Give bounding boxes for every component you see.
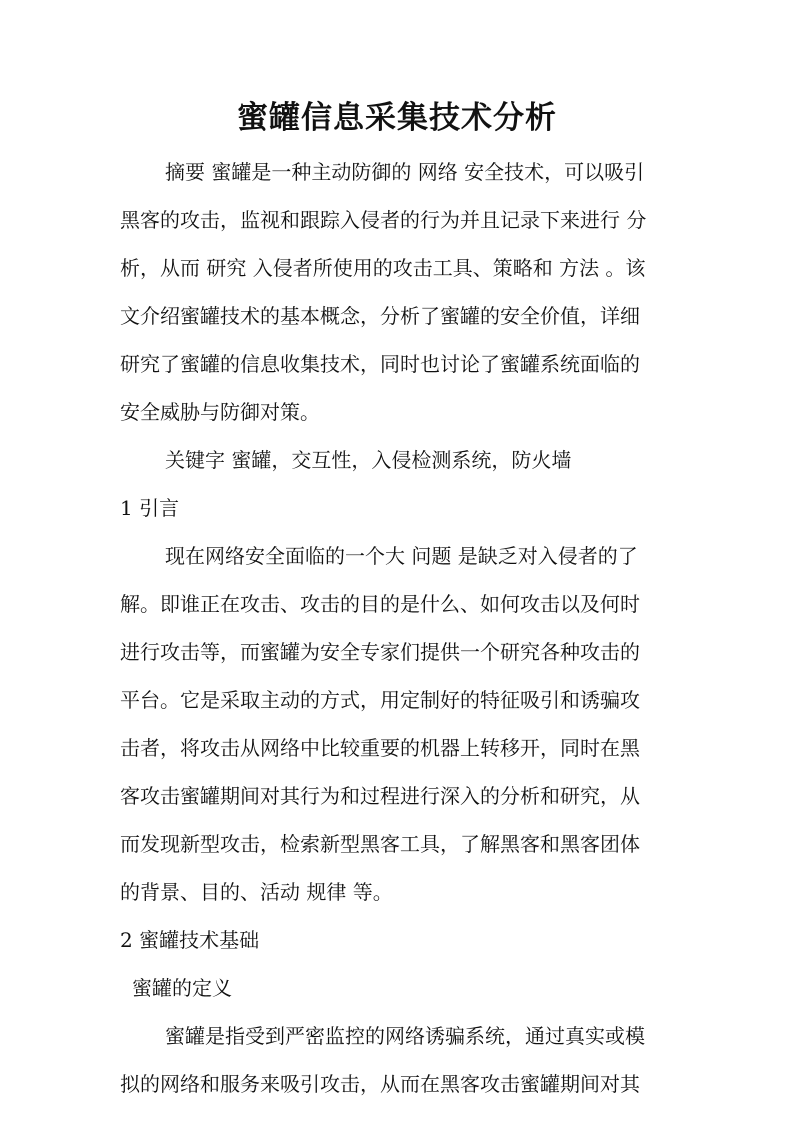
abstract-line: 黑客的攻击，监视和跟踪入侵者的行为并且记录下来进行 分 [120,208,647,232]
keywords-line: 关键字 蜜罐，交互性，入侵检测系统，防火墙 [165,448,572,472]
paragraph-line: 现在网络安全面临的一个大 问题 是缺乏对入侵者的了 [165,544,638,568]
section-heading: 1 引言 [120,496,180,520]
paragraph-line: 击者，将攻击从网络中比较重要的机器上转移开，同时在黑 [120,736,640,760]
paragraph-line: 蜜罐是指受到严密监控的网络诱骗系统，通过真实或模 [165,1024,645,1048]
paragraph-line: 的背景、目的、活动 规律 等。 [120,880,393,904]
abstract-line: 析，从而 研究 入侵者所使用的攻击工具、策略和 方法 。该 [120,256,646,280]
abstract-line: 安全威胁与防御对策。 [120,400,320,424]
abstract-line: 摘要 蜜罐是一种主动防御的 网络 安全技术，可以吸引 [165,160,645,184]
subsection-heading: 蜜罐的定义 [132,976,232,1000]
paragraph-line: 进行攻击等，而蜜罐为安全专家们提供一个研究各种攻击的 [120,640,640,664]
paragraph-line: 而发现新型攻击，检索新型黑客工具，了解黑客和黑客团体 [120,832,640,856]
section-heading: 2 蜜罐技术基础 [120,928,260,952]
paragraph-line: 平台。它是采取主动的方式，用定制好的特征吸引和诱骗攻 [120,688,640,712]
paragraph-line: 解。即谁正在攻击、攻击的目的是什么、如何攻击以及何时 [120,592,640,616]
paragraph-line: 客攻击蜜罐期间对其行为和过程进行深入的分析和研究，从 [120,784,640,808]
abstract-line: 研究了蜜罐的信息收集技术，同时也讨论了蜜罐系统面临的 [120,352,640,376]
document-title: 蜜罐信息采集技术分析 [237,100,557,136]
abstract-line: 文介绍蜜罐技术的基本概念，分析了蜜罐的安全价值，详细 [120,304,640,328]
paragraph-line: 拟的网络和服务来吸引攻击，从而在黑客攻击蜜罐期间对其 [120,1072,640,1096]
